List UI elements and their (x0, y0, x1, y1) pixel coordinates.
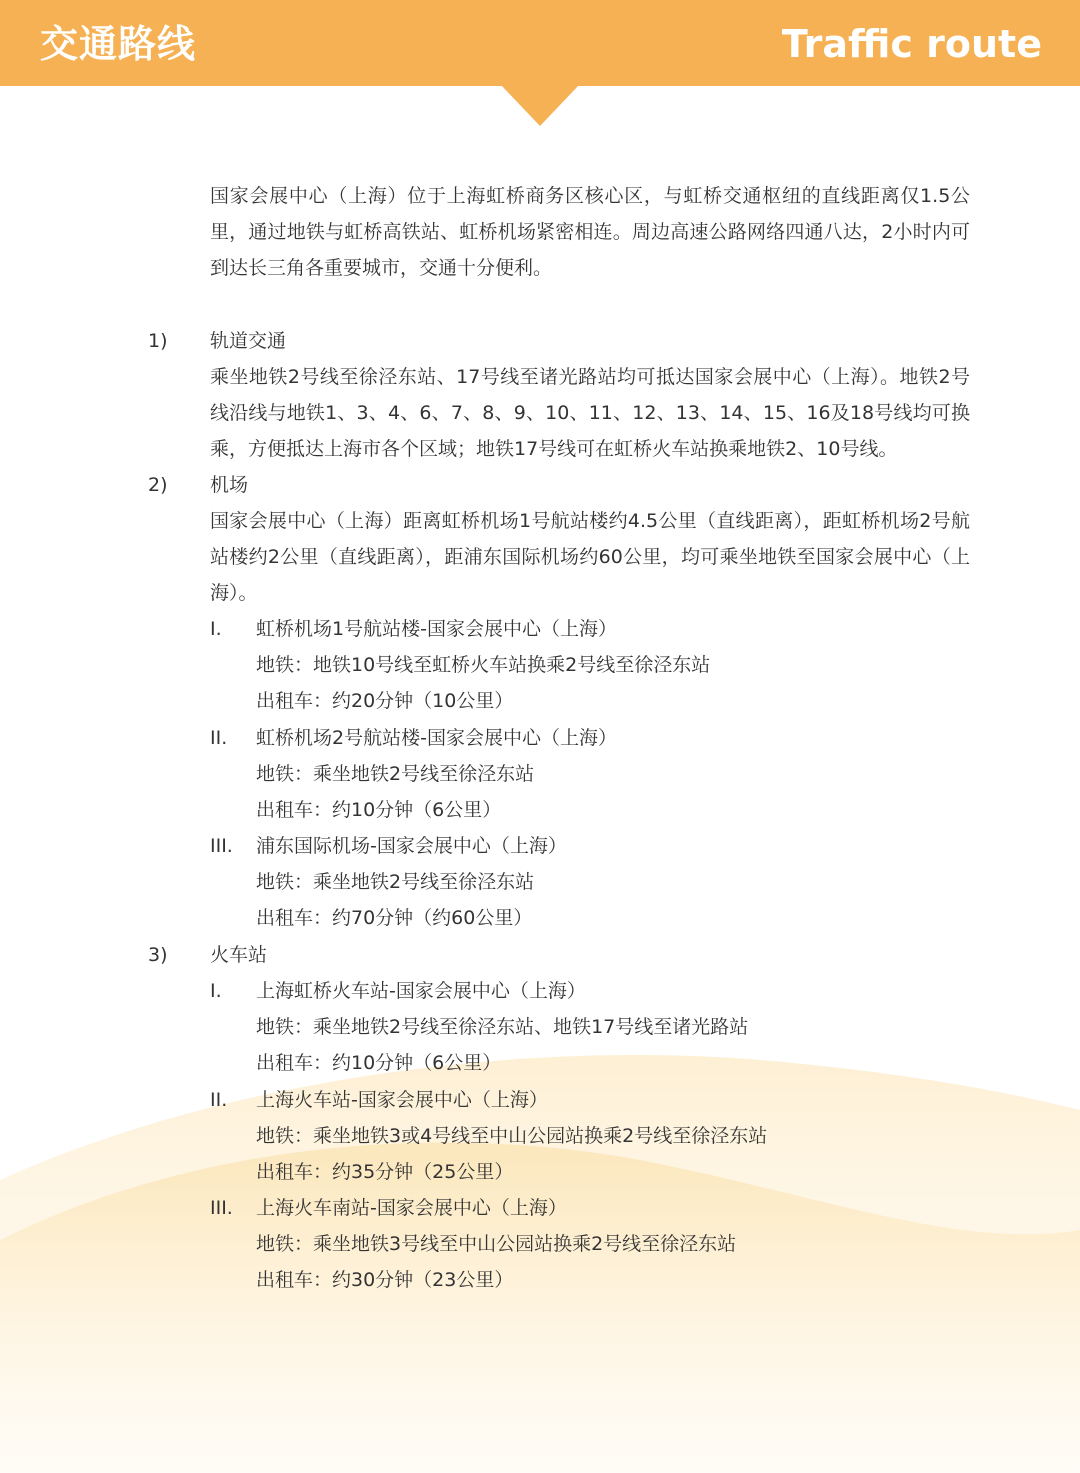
route-metro: 地铁：乘坐地铁2号线至徐泾东站 (256, 871, 535, 893)
section-desc-rail: 乘坐地铁2号线至徐泾东站、17号线至诸光路站均可抵达国家会展中心（上海）。地铁2号线沿线与地铁1、3、4、6、7、8、9、10、11、12、13、14、15、16及18号线均可换乘，方便抵达上海市各个区域；地铁17号线可在虹桥火车站换乘地铁2、10号线。 (210, 366, 970, 460)
route-metro: 地铁：乘坐地铁3号线至中山公园站换乘2号线至徐泾东站 (256, 1233, 737, 1255)
route-number: I. (210, 980, 222, 1002)
section-number: 3) (148, 944, 168, 966)
route-metro: 地铁：乘坐地铁2号线至徐泾东站 (256, 763, 535, 785)
section-title-train: 火车站 (210, 944, 268, 966)
route-name: 虹桥机场2号航站楼-国家会展中心（上海） (256, 727, 617, 749)
section-desc-airport: 国家会展中心（上海）距离虹桥机场1号航站楼约4.5公里（直线距离），距虹桥机场2号航站楼约2公里（直线距离），距浦东国际机场约60公里，均可乘坐地铁至国家会展中心（上海）。 (210, 510, 970, 604)
section-title-rail: 轨道交通 (210, 330, 287, 352)
route-metro: 地铁：乘坐地铁2号线至徐泾东站、地铁17号线至诸光路站 (256, 1016, 749, 1038)
route-number: II. (210, 727, 228, 749)
route-name: 上海火车南站-国家会展中心（上海） (256, 1197, 567, 1219)
header-bar (0, 0, 1080, 86)
page-title-cn: 交通路线 (40, 22, 197, 66)
route-number: III. (210, 1197, 233, 1219)
section-number: 2) (148, 474, 168, 496)
route-name: 上海火车站-国家会展中心（上海） (256, 1089, 548, 1111)
route-taxi: 出租车：约10分钟（6公里） (256, 1052, 502, 1074)
section-number: 1) (148, 330, 168, 352)
route-taxi: 出租车：约10分钟（6公里） (256, 799, 502, 821)
route-number: III. (210, 835, 233, 857)
route-metro: 地铁：地铁10号线至虹桥火车站换乘2号线至徐泾东站 (256, 654, 711, 676)
route-metro: 地铁：乘坐地铁3或4号线至中山公园站换乘2号线至徐泾东站 (256, 1125, 768, 1147)
route-number: II. (210, 1089, 228, 1111)
page-title-en: Traffic route (781, 22, 1042, 66)
route-taxi: 出租车：约35分钟（25公里） (256, 1161, 514, 1183)
route-name: 虹桥机场1号航站楼-国家会展中心（上海） (256, 618, 617, 640)
route-number: I. (210, 618, 222, 640)
route-taxi: 出租车：约70分钟（约60公里） (256, 907, 533, 929)
header-notch (501, 85, 579, 127)
route-taxi: 出租车：约20分钟（10公里） (256, 690, 514, 712)
section-title-airport: 机场 (210, 474, 249, 496)
route-name: 上海虹桥火车站-国家会展中心（上海） (256, 980, 586, 1002)
intro-paragraph: 国家会展中心（上海）位于上海虹桥商务区核心区，与虹桥交通枢纽的直线距离仅1.5公里，通过地铁与虹桥高铁站、虹桥机场紧密相连。周边高速公路网络四通八达，2小时内可到达长三角各重要城市，交通十分便利。 (210, 185, 970, 279)
route-taxi: 出租车：约30分钟（23公里） (256, 1269, 514, 1291)
route-name: 浦东国际机场-国家会展中心（上海） (256, 835, 567, 857)
